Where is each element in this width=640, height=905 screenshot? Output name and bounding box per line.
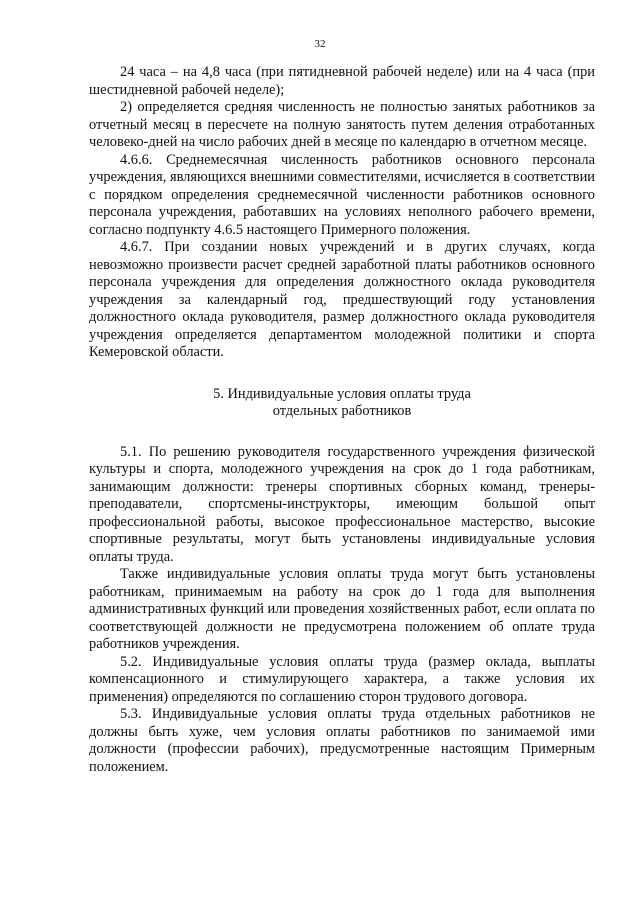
section-heading-line-1: 5. Индивидуальные условия оплаты труда	[213, 385, 471, 402]
paragraph-continuation-hours: 24 часа – на 4,8 часа (при пятидневной рабочей неделе) или на 4 часа (при шестидневной рабочей неделе);	[89, 64, 595, 98]
paragraph-5-2: 5.2. Индивидуальные условия оплаты труда (размер оклада, выплаты компенсационного и стимулирующего характера, а также условия их применения) определяются по соглашению сторон трудового договора.	[89, 653, 595, 705]
document-body	[89, 64, 595, 776]
paragraph-4-6-7: 4.6.7. При создании новых учреждений и в других случаях, когда невозможно произвести расчет средней заработной платы работников основного персонала учреждения для определения должностного оклада руководителя учреждения за календарный год, предшествующий году установления должностного оклада руководителя, размер должностного оклада руководителя учреждения определяется департаментом молодежной политики и спорта Кемеровской области.	[89, 239, 595, 360]
section-heading	[89, 386, 595, 421]
paragraph-5-1-continued: Также индивидуальные условия оплаты труда могут быть установлены работникам, принимаемым на работу на срок до 1 года для выполнения административных функций или проведения хозяйственных работ, если оплата по соответствующей должности не предусмотрена положением об оплате труда работников учреждения.	[89, 566, 595, 652]
paragraph-4-6-6: 4.6.6. Среднемесячная численность работников основного персонала учреждения, являющихся внешними совместителями, исчисляется в соответствии с порядком определения среднемесячной численности работников основного персонала учреждения, работавших на условиях неполного рабочего времени, согласно подпункту 4.6.5 настоящего Примерного положения.	[89, 151, 595, 238]
page-number: 32	[314, 38, 326, 50]
paragraph-item-2-average-count: 2) определяется средняя численность не полностью занятых работников за отчетный месяц в пересчете на полную занятость путем деления отработанных человеко-дней на число рабочих дней в месяце по календарю в отчетном месяце.	[89, 99, 595, 150]
paragraph-5-3: 5.3. Индивидуальные условия оплаты труда отдельных работников не должны быть хуже, чем условия оплаты работников по занимаемой ими должности (профессии рабочих), предусмотренные настоящим Примерным положением.	[89, 706, 595, 775]
section-heading-line-2: отдельных работников	[272, 403, 412, 419]
paragraph-5-1: 5.1. По решению руководителя государственного учреждения физической культуры и спорта, молодежного учреждения на срок до 1 года работникам, занимающим должности: тренеры спортивных сборных команд, тренеры-преподаватели, спортсмены-инструкторы, имеющим большой опыт профессиональной работы, высокое профессиональное мастерство, высокие спортивные результаты, могут быть установлены индивидуальные условия оплаты труда.	[89, 443, 595, 565]
